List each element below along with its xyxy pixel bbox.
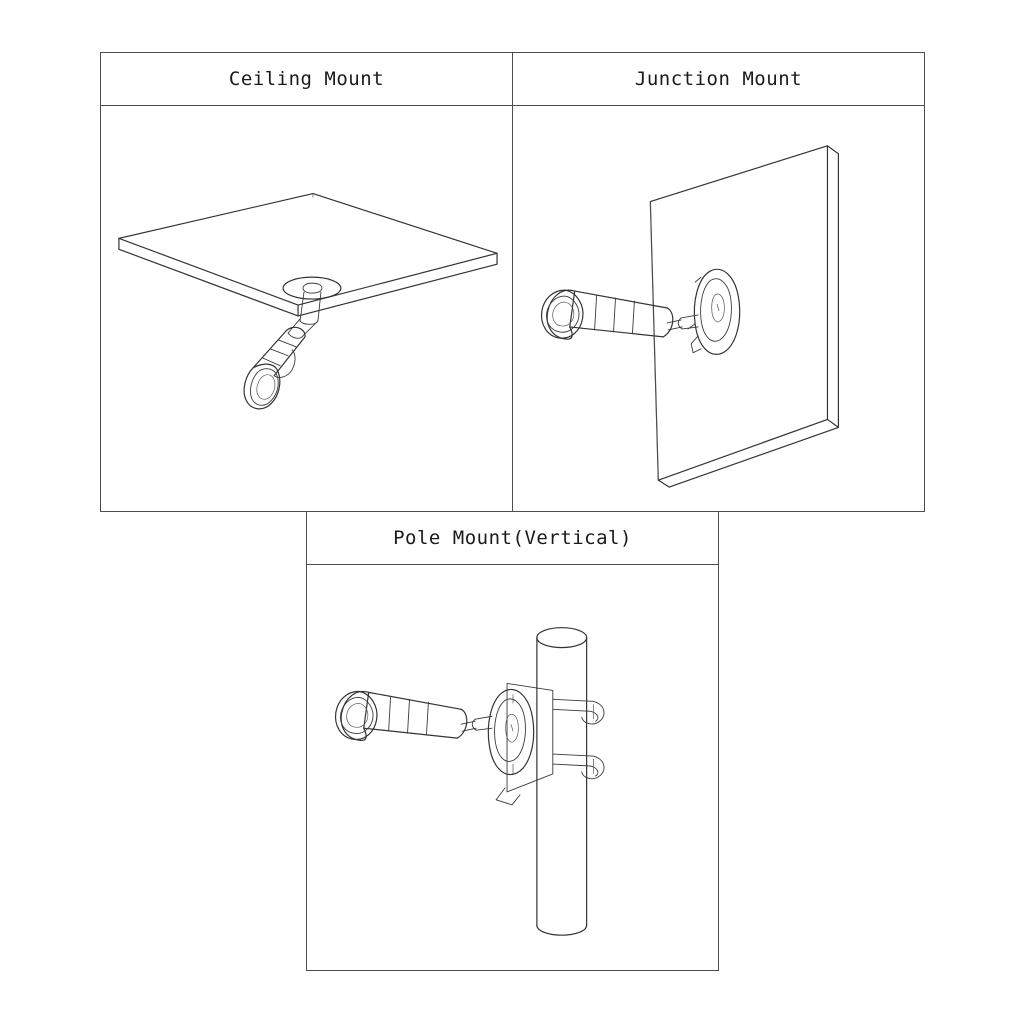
ceiling-mount-base-icon <box>283 277 341 324</box>
bullet-camera-body-icon <box>336 691 467 740</box>
pole-strap-lower-icon <box>553 754 604 779</box>
panel-ceiling-mount-illustration <box>101 106 512 511</box>
pole-mount-drawing <box>307 565 718 970</box>
bullet-camera-body-icon <box>244 327 305 408</box>
camera-arm-icon <box>288 319 318 338</box>
panel-junction-mount-illustration <box>513 106 924 511</box>
panel-junction-mount-title: Junction Mount <box>513 53 924 106</box>
pole-icon <box>537 628 587 935</box>
ceiling-slab-icon <box>119 194 497 316</box>
mount-bracket-plate-icon <box>496 683 553 804</box>
panel-pole-mount <box>306 511 719 971</box>
wall-panel-icon <box>650 146 838 487</box>
pole-strap-upper-icon <box>553 699 604 724</box>
panel-junction-mount <box>512 52 925 512</box>
junction-box-icon <box>688 269 740 354</box>
junction-box-icon <box>488 689 533 774</box>
ceiling-mount-drawing <box>101 106 512 511</box>
panel-ceiling-mount-title: Ceiling Mount <box>101 53 512 106</box>
panel-pole-mount-title: Pole Mount(Vertical) <box>307 512 718 565</box>
panel-pole-mount-illustration <box>307 565 718 970</box>
panel-ceiling-mount <box>100 52 513 512</box>
junction-mount-drawing <box>513 106 924 511</box>
